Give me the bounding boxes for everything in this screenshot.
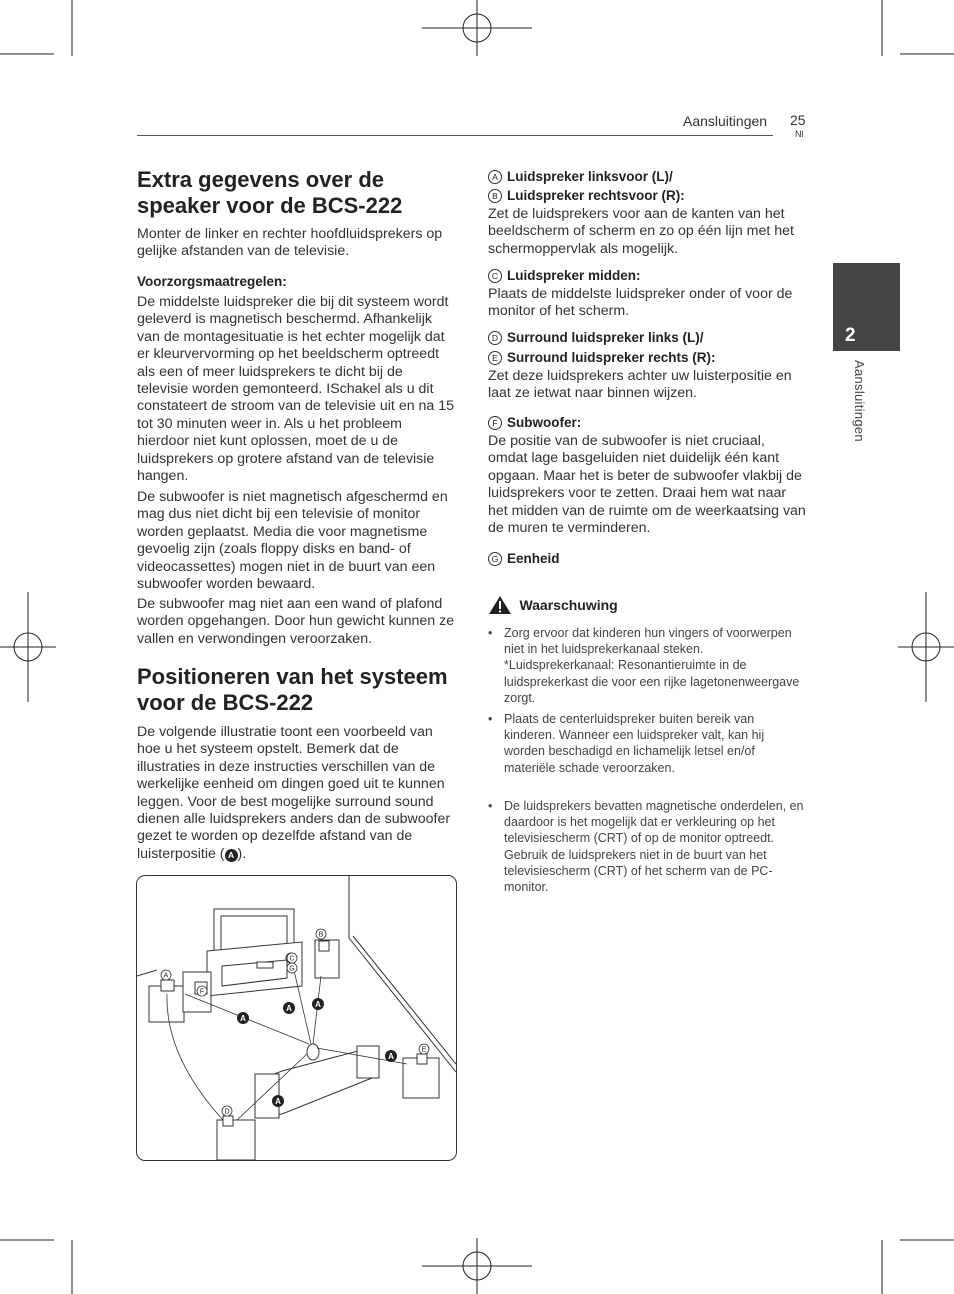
section-title-line: Extra gegevens over de — [137, 167, 385, 192]
badge-d: D — [488, 331, 502, 345]
section-title-line: Positioneren van het systeem — [137, 664, 448, 689]
warning-title: Waarschuwing — [519, 596, 618, 613]
badge-b: B — [488, 189, 502, 203]
figure-label-d: D — [224, 1108, 230, 1116]
warning-item: • De luidsprekers bevatten magnetische onderdelen, en daardoor is het mogelijk dat er verkleuring op het televisiescherm (CRT) of op de monitor optreedt. Gebruik de luidsprekers niet in de buurt van het televisiescherm (CRT) of het scherm van de PC-monitor. — [488, 799, 804, 895]
section-title-line: speaker voor de BCS-222 — [137, 193, 403, 218]
figure-badge-a: A — [275, 1097, 281, 1106]
precautions-paragraph: De middelste luidspreker die bij dit systeem wordt geleverd is magnetisch beschermd. Afhankelijk van de montagesituatie is het echter mogelijk dat er kleurvervorming op het beeldscherm optreedt als een of meer luidsprekers te dicht bij de televisie worden gemonteerd. ISchakel als u dit constateert de stroom van de televisie uit en na 15 tot 30 minuten weer in. Als u het probleem hierdoor niet kunt oplossen, moet de u de luidsprekers op grotere afstand van de televisie hangen. — [137, 294, 455, 485]
section-title-extra — [137, 167, 457, 219]
chapter-tab — [833, 263, 900, 351]
page-number: 25 — [790, 112, 806, 128]
figure-badge-a: A — [315, 1000, 321, 1009]
label-unit: G Eenheid — [488, 550, 808, 567]
header-rule — [137, 135, 773, 136]
figure-label-e: E — [421, 1046, 427, 1054]
warning-heading — [488, 595, 618, 615]
figure-badge-a: A — [240, 1014, 246, 1023]
warning-item: • Zorg ervoor dat kinderen hun vingers of voorwerpen niet in het luidsprekerkanaal steken. *Luidsprekerkanaal: Resonantieruimte in de luidsprekerkast die voor een rijke lagetonenweergave zorgt. — [488, 626, 800, 705]
warning-item: • Plaats de centerluidspreker buiten bereik van kinderen. Wanneer een luidspreker valt, kan hij worden beschadigd en lichamelijk letsel en/of materiële schade veroorzaken. — [488, 712, 765, 775]
badge-a: A — [225, 849, 238, 862]
intro-paragraph: Monter de linker en rechter hoofdluidsprekers op gelijke afstanden van de televisie. — [137, 226, 443, 260]
badge-c: C — [488, 269, 502, 283]
speaker-layout-illustration — [136, 875, 457, 1161]
header-section-title: Aansluitingen — [683, 113, 768, 129]
wall-mount-paragraph: De subwoofer mag niet aan een wand of plafond worden opgehangen. Door hun gewicht kunnen ze vallen en verwondingen veroorzaken. — [137, 596, 455, 647]
surround-speakers-description: Zet deze luidsprekers achter uw luisterpositie en laat ze ietwat naar binnen wijzen. — [488, 368, 792, 402]
warning-icon — [488, 595, 512, 615]
label-front-right: B Luidspreker rechtsvoor (R): — [488, 187, 808, 204]
section-title-line: voor de BCS-222 — [137, 690, 314, 715]
badge-e: E — [488, 351, 502, 365]
positioning-paragraph: De volgende illustratie toont een voorbeeld van hoe u het systeem opstelt. Bemerk dat de illustraties in deze instructies verschillen van de werkelijke eenheid om dingen goed uit te kunnen leggen. Voor de best mogelijke surround sound dienen alle luidsprekers anders dan de subwoofer gezet te worden op dezelfde afstand van de luisterpositie ( A ). — [137, 724, 451, 862]
figure-label-b: B — [318, 931, 324, 939]
label-front-left: A Luidspreker linksvoor (L)/ — [488, 168, 808, 185]
label-center: C Luidspreker midden: — [488, 267, 808, 284]
figure-label-c: C — [289, 955, 295, 963]
precautions-label: Voorzorgsmaatregelen: — [137, 274, 287, 289]
room-diagram — [137, 876, 456, 1160]
section-title-positioning — [137, 664, 457, 716]
badge-f: F — [488, 416, 502, 430]
front-speakers-description: Zet de luidsprekers voor aan de kanten van het beeldscherm of scherm en zo op één lijn met het schermoppervlak als mogelijk. — [488, 206, 794, 257]
badge-g: G — [488, 552, 502, 566]
badge-a: A — [488, 170, 502, 184]
center-speaker-description: Plaats de middelste luidspreker onder of voor de monitor of het scherm. — [488, 286, 793, 320]
label-surround-right: E Surround luidspreker rechts (R): — [488, 349, 808, 366]
subwoofer-description: De positie van de subwoofer is niet cruciaal, omdat lage basgeluiden niet duidelijk één kant opgaan. Maar het is beter de subwoofer vlakbij de luidsprekers voor te zetten. Draai hem wat naar het midden van de ruimte om de weerkaatsing van de muren te verminderen. — [488, 433, 806, 537]
label-surround-left: D Surround luidspreker links (L)/ — [488, 329, 808, 346]
chapter-label: Aansluitingen — [852, 360, 867, 442]
chapter-number: 2 — [845, 325, 856, 346]
figure-label-f: F — [199, 988, 205, 996]
language-code: Nl — [795, 129, 804, 139]
label-subwoofer: F Subwoofer: — [488, 414, 808, 431]
figure-label-g: G — [289, 965, 295, 973]
figure-label-a: A — [163, 972, 169, 980]
subwoofer-paragraph: De subwoofer is niet magnetisch afgeschermd en mag dus niet dicht bij een televisie of monitor worden geplaatst. Media die voor magnetisme gevoelig zijn (zoals floppy disks en band- of videocassettes) mogen niet in de buurt van een subwoofer worden bewaard. — [137, 489, 448, 593]
figure-badge-a: A — [286, 1004, 292, 1013]
figure-badge-a: A — [388, 1052, 394, 1061]
